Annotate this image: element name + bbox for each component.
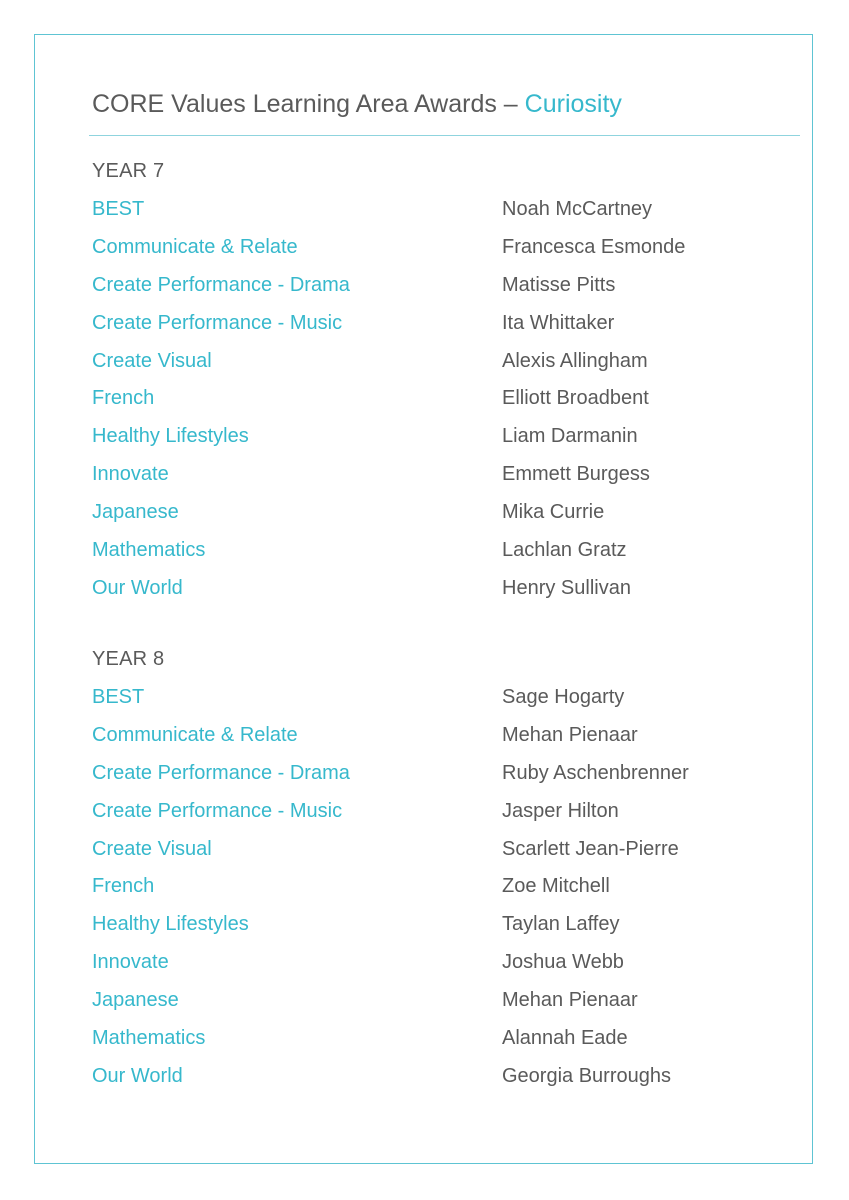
- student-name: Taylan Laffey: [502, 913, 620, 936]
- student-name: Matisse Pitts: [502, 273, 616, 296]
- student-name: Sage Hogarty: [502, 686, 625, 708]
- award-row: [92, 273, 732, 311]
- learning-area: Create Performance - Music: [92, 311, 343, 334]
- learning-area: Mathematics: [92, 539, 206, 562]
- award-row: [92, 874, 732, 912]
- learning-area: Create Performance - Drama: [92, 761, 350, 784]
- learning-area: Our World: [92, 576, 183, 599]
- learning-area: BEST: [92, 686, 145, 708]
- award-row: [92, 462, 732, 500]
- learning-area: French: [92, 387, 155, 410]
- learning-area: Japanese: [92, 989, 179, 1012]
- award-row: [92, 723, 732, 761]
- section-heading: YEAR 7: [92, 160, 165, 182]
- learning-area: Our World: [92, 1064, 183, 1087]
- award-row: [92, 1026, 732, 1064]
- student-name: Ruby Aschenbrenner: [502, 761, 689, 784]
- student-name: Henry Sullivan: [502, 576, 631, 599]
- award-row: [92, 424, 732, 462]
- award-row: [92, 538, 732, 576]
- student-name: Alexis Allingham: [502, 349, 648, 372]
- student-name: Mika Currie: [502, 501, 605, 524]
- student-name: Joshua Webb: [502, 951, 624, 974]
- learning-area: Create Visual: [92, 837, 212, 860]
- learning-area: Create Visual: [92, 349, 212, 372]
- student-name: Georgia Burroughs: [502, 1064, 671, 1087]
- section-heading: YEAR 8: [92, 648, 165, 670]
- student-name: Francesca Esmonde: [502, 235, 686, 258]
- student-name: Liam Darmanin: [502, 425, 638, 448]
- title-main: CORE Values Learning Area Awards –: [92, 90, 525, 118]
- student-name: Mehan Pienaar: [502, 723, 638, 746]
- award-row: [92, 837, 732, 875]
- learning-area: Communicate & Relate: [92, 723, 298, 746]
- student-name: Jasper Hilton: [502, 799, 619, 822]
- award-row: [92, 386, 732, 424]
- learning-area: BEST: [92, 198, 145, 220]
- learning-area: Healthy Lifestyles: [92, 913, 249, 936]
- learning-area: Mathematics: [92, 1027, 206, 1050]
- award-row: [92, 576, 732, 614]
- title-divider: [89, 135, 800, 136]
- learning-area: Create Performance - Music: [92, 799, 343, 822]
- award-row: [92, 235, 732, 273]
- learning-area: Create Performance - Drama: [92, 273, 350, 296]
- student-name: Noah McCartney: [502, 198, 653, 220]
- award-row: [92, 761, 732, 799]
- student-name: Lachlan Gratz: [502, 539, 627, 562]
- learning-area: Healthy Lifestyles: [92, 425, 249, 448]
- learning-area: Communicate & Relate: [92, 235, 298, 258]
- student-name: Scarlett Jean-Pierre: [502, 837, 679, 860]
- award-row: [92, 950, 732, 988]
- award-row: [92, 1064, 732, 1102]
- award-row: [92, 500, 732, 538]
- award-row: [92, 197, 732, 235]
- student-name: Emmett Burgess: [502, 463, 650, 486]
- student-name: Mehan Pienaar: [502, 989, 638, 1012]
- learning-area: Innovate: [92, 951, 169, 974]
- student-name: Zoe Mitchell: [502, 875, 610, 898]
- page-title: [92, 84, 622, 124]
- title-accent: Curiosity: [524, 90, 622, 118]
- section-year-8: [92, 647, 732, 1102]
- student-name: Elliott Broadbent: [502, 387, 649, 410]
- learning-area: French: [92, 875, 155, 898]
- learning-area: Innovate: [92, 463, 169, 486]
- student-name: Alannah Eade: [502, 1027, 628, 1050]
- award-row: [92, 311, 732, 349]
- section-year-7: [92, 159, 732, 614]
- learning-area: Japanese: [92, 501, 179, 524]
- award-row: [92, 988, 732, 1026]
- student-name: Ita Whittaker: [502, 311, 615, 334]
- award-row: [92, 799, 732, 837]
- award-row: [92, 349, 732, 387]
- award-row: [92, 685, 732, 723]
- award-row: [92, 912, 732, 950]
